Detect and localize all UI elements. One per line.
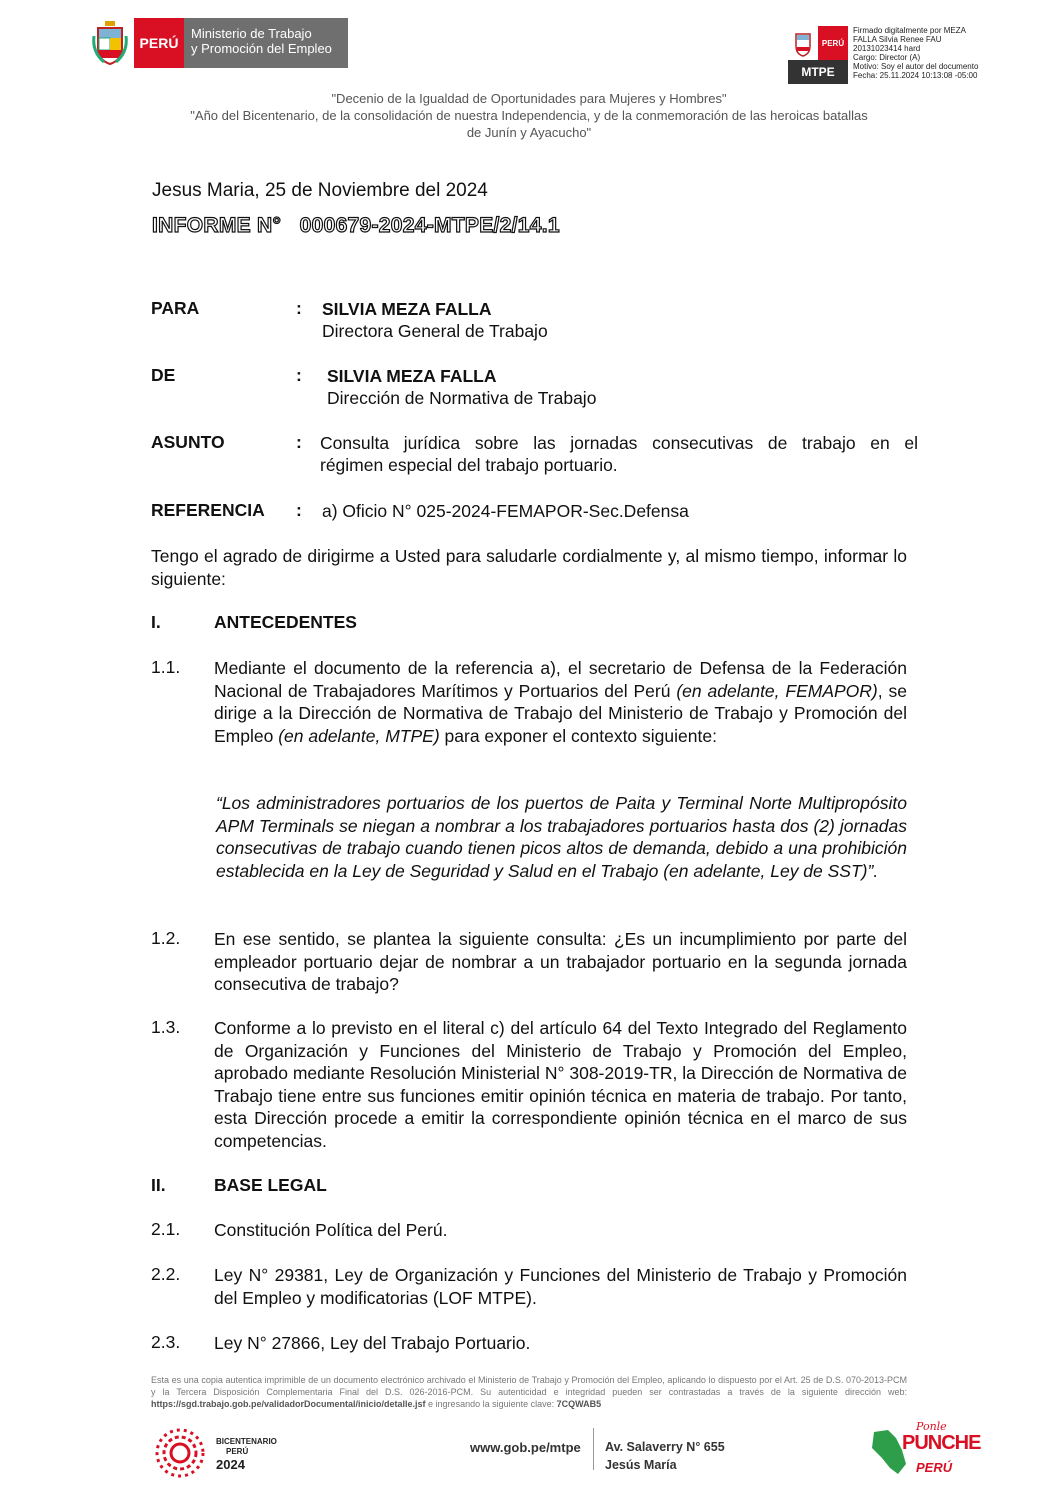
section-2-number: II.: [151, 1175, 166, 1195]
paragraph-1-3: Conforme a lo previsto en el literal c) del artículo 64 del Texto Integrado del Reglamento de Organización y Funciones del Ministerio de Trabajo y Promoción del Empleo, aprobado mediante Resolución Ministerial N° 308-2019-TR, la Dirección de Normativa de Trabajo tiene entre sus funciones emitir opinión técnica en materia de trabajo. Por tanto, esta Dirección procede a emitir la correspondiente opinión técnica en el marco de sus competencias.: [214, 1018, 907, 1151]
paragraph-1-1-mtpe: (en adelante, MTPE): [278, 725, 440, 746]
punche-text-1: Ponle: [916, 1420, 947, 1433]
asunto-line-1: Consulta jurídica sobre las jornadas consecutivas de trabajo en el: [320, 433, 918, 453]
signature-line: FALLA Silvia Renee FAU: [853, 35, 942, 44]
para-label: PARA: [151, 298, 200, 318]
signature-line: Fecha: 25.11.2024 10:13:08 -05:00: [853, 71, 978, 80]
footer-divider: [593, 1428, 594, 1470]
section-1-title: ANTECEDENTES: [214, 612, 357, 632]
bicentenario-year: 2024: [216, 1457, 245, 1472]
paragraph-1-1-part-e: para exponer el contexto siguiente:: [439, 725, 717, 746]
address-line-2: Jesús María: [605, 1458, 677, 1472]
bicentenario-emblem-icon: [150, 1425, 212, 1480]
paragraph-2-2: Ley N° 29381, Ley de Organización y Funciones del Ministerio de Trabajo y Promoción del Empleo y modificatorias (LOF MTPE).: [214, 1265, 907, 1308]
paragraph-1-1-part-a: Mediante el documento de la referencia a), el secretario de Defensa de la Federación Nacional de Trabajadores Marítimos y Portuarios del Perú: [214, 658, 907, 701]
authenticity-note: [151, 1374, 907, 1410]
signature-mtpe-label: MTPE: [788, 60, 848, 84]
address-line-1: Av. Salaverry N° 655: [605, 1440, 725, 1454]
place-date: Jesus Maria, 25 de Noviembre del 2024: [152, 180, 488, 201]
bicentenario-line-1: "Año del Bicentenario, de la consolidación de nuestra Independencia, y de la conmemoración de las heroicas batallas: [190, 108, 868, 123]
paragraph-2-3: Ley N° 27866, Ley del Trabajo Portuario.: [214, 1333, 531, 1353]
paragraph-1-1: [214, 657, 907, 747]
bicentenario-text: [216, 1437, 277, 1472]
bicentenario-peru: PERÚ: [226, 1447, 249, 1456]
de-sender: [327, 365, 596, 409]
signature-line: Cargo: Director (A): [853, 53, 921, 62]
section-1-number: I.: [151, 612, 161, 632]
validation-url[interactable]: https://sgd.trabajo.gob.pe/validadorDocumental/inicio/detalle.jsf: [151, 1399, 426, 1409]
signature-logo: [788, 26, 848, 84]
validation-key: 7CQWAB5: [556, 1399, 602, 1409]
digital-signature-info: [853, 26, 1003, 80]
para-colon: :: [296, 298, 302, 318]
coat-of-arms-icon: [90, 18, 130, 68]
paragraph-1-2-number: 1.2.: [151, 928, 181, 948]
year-motto: [120, 90, 938, 141]
de-name: SILVIA MEZA FALLA: [327, 366, 497, 386]
ministry-line-1: Ministerio de Trabajo: [191, 26, 312, 41]
ponle-punche-logo: [866, 1420, 981, 1484]
paragraph-1-1-femapor: (en adelante, FEMAPOR): [676, 680, 878, 701]
referencia-colon: :: [296, 500, 302, 520]
bicentenario-logo: [150, 1425, 290, 1480]
signature-peru-label: PERÚ: [818, 26, 848, 60]
de-role: Dirección de Normativa de Trabajo: [327, 388, 597, 408]
decenio-line: "Decenio de la Igualdad de Oportunidades para Mujeres y Hombres": [331, 91, 727, 106]
website-link[interactable]: www.gob.pe/mtpe: [470, 1440, 581, 1455]
de-colon: :: [296, 365, 302, 385]
referencia-text: a) Oficio N° 025-2024-FEMAPOR-Sec.Defensa: [322, 501, 689, 521]
paragraph-1-1-number: 1.1.: [151, 657, 181, 677]
punche-text-3: PERÚ: [916, 1460, 953, 1475]
asunto-colon: :: [296, 432, 302, 452]
bicentenario-line-2: de Junín y Ayacucho": [466, 125, 592, 140]
para-recipient: [322, 298, 548, 342]
asunto-line-2: régimen especial del trabajo portuario.: [320, 455, 618, 475]
paragraph-1-1-part-c: , se dirige a la Dirección de Normativa de Trabajo del Ministerio de Trabajo y Promoción del Empleo: [214, 680, 907, 746]
paragraph-2-2-number: 2.2.: [151, 1264, 181, 1284]
punche-text-2: PUNCHE: [902, 1432, 981, 1454]
intro-paragraph: Tengo el agrado de dirigirme a Usted para saludarle cordialmente y, al mismo tiempo, informar lo siguiente:: [151, 546, 907, 589]
signature-coat-of-arms-icon: [792, 30, 814, 58]
authenticity-note-text: Esta es una copia autentica imprimible de un documento electrónico archivado el Ministerio de Trabajo y Promoción del Empleo, aplicando lo dispuesto por el Art. 25 de D.S. 070-2013-PCM y la Tercera Disposición Complementaria Final del D.S. 026-2016-PCM. Su autenticidad e integridad pueden ser contrastadas a través de la siguiente dirección web:: [151, 1375, 907, 1397]
ministry-name: [184, 18, 348, 68]
bicentenario-label: BICENTENARIO: [216, 1437, 277, 1446]
paragraph-1-3-number: 1.3.: [151, 1017, 181, 1037]
asunto-label: ASUNTO: [151, 432, 225, 452]
signature-line: Firmado digitalmente por MEZA: [853, 26, 966, 35]
referencia-label: REFERENCIA: [151, 500, 265, 520]
paragraph-2-1-number: 2.1.: [151, 1219, 181, 1239]
para-role: Directora General de Trabajo: [322, 321, 548, 341]
address: [605, 1438, 725, 1474]
femapor-quote: “Los administradores portuarios de los puertos de Paita y Terminal Norte Multipropósito APM Terminals se niegan a nombrar a los trabajadores portuarios hasta dos (2) jornadas consecutivas de trabajo cuando tienen picos altos de demanda, debido a una prohibición establecida en la Ley de Seguridad y Salud en el Trabajo (en adelante, Ley de SST)”.: [216, 793, 907, 881]
peru-label: PERÚ: [134, 18, 184, 68]
informe-title: [152, 214, 560, 238]
asunto-text: [320, 432, 918, 476]
paragraph-1-2: En ese sentido, se plantea la siguiente consulta: ¿Es un incumplimiento por parte del empleador portuario dejar de nombrar a un trabajador portuario en la segunda jornada consecutiva de trabajo?: [214, 929, 907, 994]
informe-title-text: INFORME N° 000679-2024-MTPE/2/14.1: [152, 214, 560, 237]
ministry-logo: [90, 18, 348, 68]
ministry-line-2: y Promoción del Empleo: [191, 41, 332, 56]
section-2-title: BASE LEGAL: [214, 1175, 327, 1195]
authenticity-note-key-label: e ingresando la siguiente clave:: [425, 1399, 557, 1409]
paragraph-2-1: Constitución Política del Perú.: [214, 1220, 448, 1240]
signature-line: Motivo: Soy el autor del documento: [853, 62, 979, 71]
de-label: DE: [151, 365, 176, 385]
paragraph-2-3-number: 2.3.: [151, 1332, 181, 1352]
signature-line: 20131023414 hard: [853, 44, 921, 53]
para-name: SILVIA MEZA FALLA: [322, 299, 492, 319]
